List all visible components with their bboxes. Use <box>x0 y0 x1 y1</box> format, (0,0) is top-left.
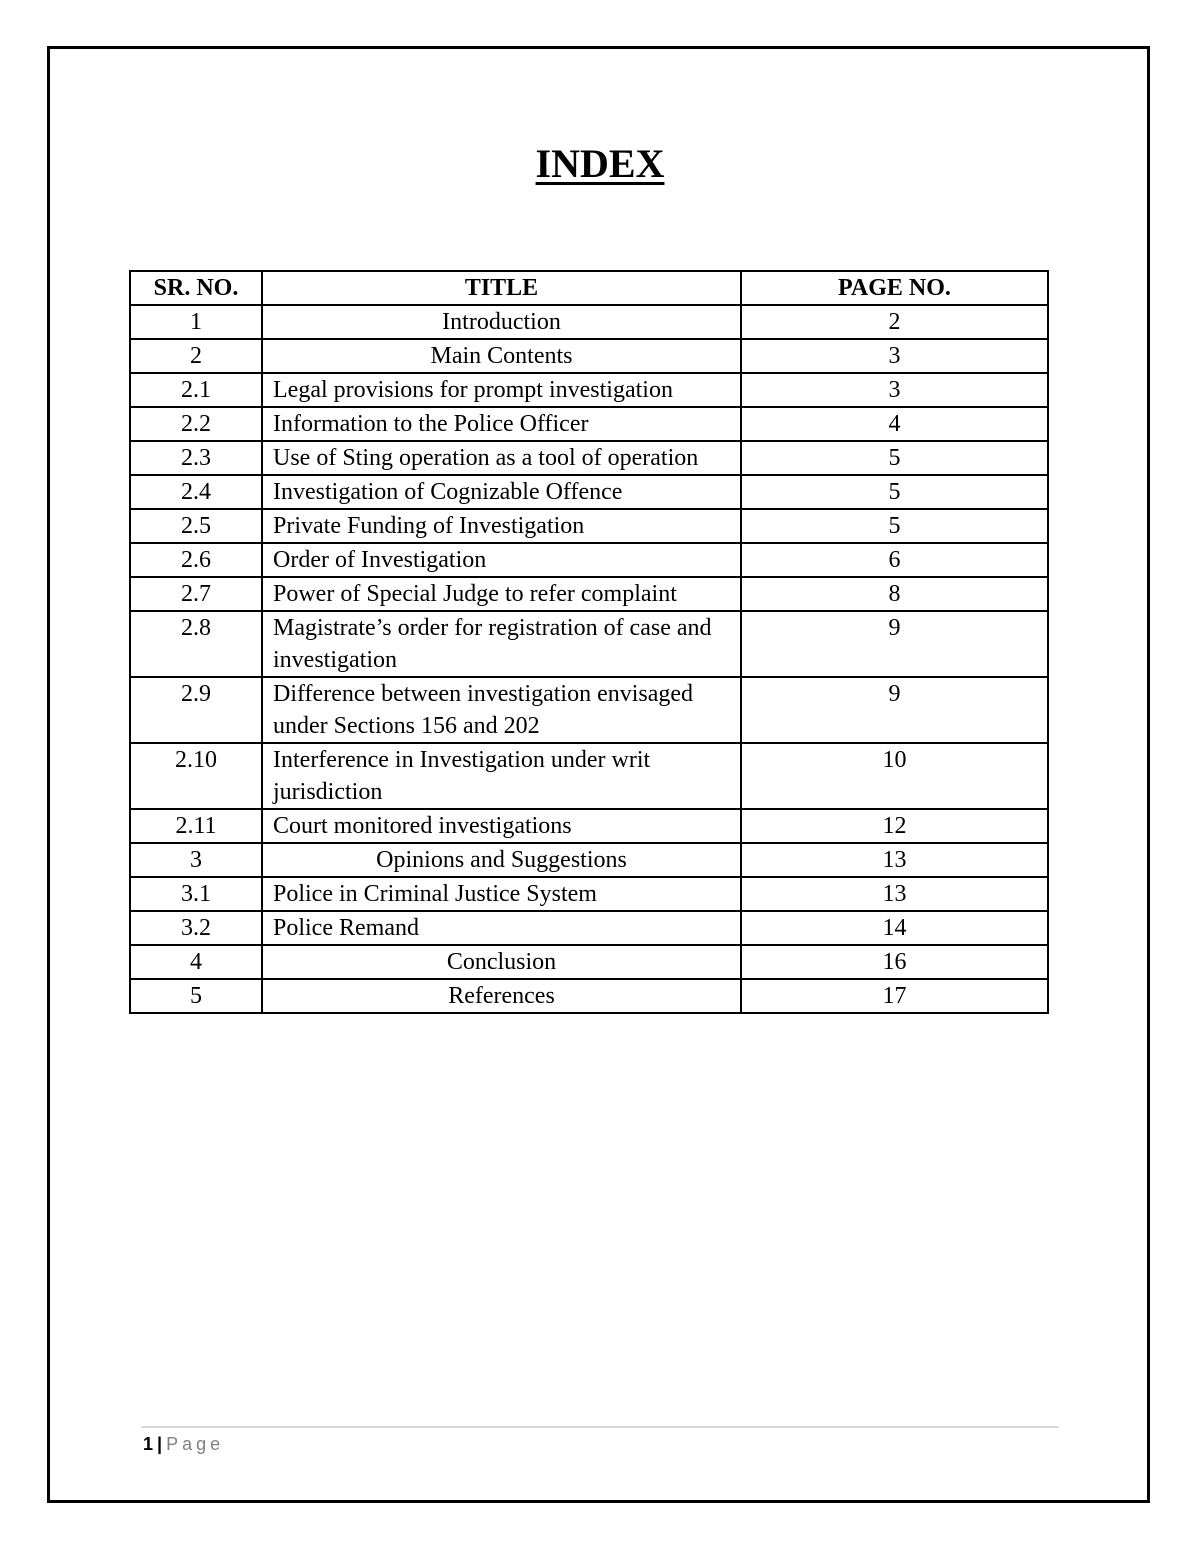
table-row <box>130 877 1048 911</box>
title-cell: Difference between investigation envisaged under Sections 156 and 202 <box>262 677 741 743</box>
page-no-cell: 17 <box>741 979 1048 1013</box>
sr-no-cell: 2.3 <box>130 441 262 475</box>
table-row <box>130 577 1048 611</box>
sr-no-cell: 3.2 <box>130 911 262 945</box>
title-cell: Use of Sting operation as a tool of operation <box>262 441 741 475</box>
table-row <box>130 945 1048 979</box>
sr-no-cell: 3.1 <box>130 877 262 911</box>
page-no-cell: 14 <box>741 911 1048 945</box>
title-cell: Introduction <box>262 305 741 339</box>
sr-no-cell: 2.10 <box>130 743 262 809</box>
page-no-cell: 13 <box>741 877 1048 911</box>
title-cell: Investigation of Cognizable Offence <box>262 475 741 509</box>
page-no-cell: 16 <box>741 945 1048 979</box>
table-row <box>130 407 1048 441</box>
title-cell: Private Funding of Investigation <box>262 509 741 543</box>
title-cell: Interference in Investigation under writ jurisdiction <box>262 743 741 809</box>
table-row <box>130 743 1048 809</box>
sr-no-cell: 3 <box>130 843 262 877</box>
title-cell: Police Remand <box>262 911 741 945</box>
sr-no-cell: 2.4 <box>130 475 262 509</box>
header-sr-no: SR. NO. <box>130 271 262 305</box>
page-no-cell: 6 <box>741 543 1048 577</box>
title-cell: Legal provisions for prompt investigation <box>262 373 741 407</box>
title-cell: Conclusion <box>262 945 741 979</box>
table-row <box>130 441 1048 475</box>
table-row <box>130 911 1048 945</box>
header-title: TITLE <box>262 271 741 305</box>
table-row <box>130 475 1048 509</box>
page-no-cell: 5 <box>741 509 1048 543</box>
page-no-cell: 2 <box>741 305 1048 339</box>
table-row <box>130 843 1048 877</box>
title-cell: Opinions and Suggestions <box>262 843 741 877</box>
page-no-cell: 13 <box>741 843 1048 877</box>
index-table <box>129 270 1049 1014</box>
page-no-cell: 5 <box>741 475 1048 509</box>
table-row <box>130 305 1048 339</box>
title-cell: Information to the Police Officer <box>262 407 741 441</box>
page-no-cell: 4 <box>741 407 1048 441</box>
footer-divider <box>141 1426 1059 1428</box>
page-title: INDEX <box>535 141 665 186</box>
index-table-body <box>130 305 1048 1013</box>
footer-page-label: Page <box>166 1434 225 1454</box>
title-cell: Court monitored investigations <box>262 809 741 843</box>
page-no-cell: 5 <box>741 441 1048 475</box>
page-no-cell: 8 <box>741 577 1048 611</box>
table-row <box>130 611 1048 677</box>
title-cell: Power of Special Judge to refer complaint <box>262 577 741 611</box>
page-no-cell: 9 <box>741 677 1048 743</box>
sr-no-cell: 2.6 <box>130 543 262 577</box>
sr-no-cell: 2.9 <box>130 677 262 743</box>
sr-no-cell: 4 <box>130 945 262 979</box>
table-header-row <box>130 271 1048 305</box>
table-row <box>130 509 1048 543</box>
table-row <box>130 809 1048 843</box>
page-no-cell: 3 <box>741 373 1048 407</box>
sr-no-cell: 2.7 <box>130 577 262 611</box>
table-row <box>130 543 1048 577</box>
sr-no-cell: 2.5 <box>130 509 262 543</box>
table-row <box>130 373 1048 407</box>
page-no-cell: 10 <box>741 743 1048 809</box>
table-row <box>130 339 1048 373</box>
sr-no-cell: 1 <box>130 305 262 339</box>
title-cell: Police in Criminal Justice System <box>262 877 741 911</box>
page-no-cell: 12 <box>741 809 1048 843</box>
table-row <box>130 677 1048 743</box>
page-no-cell: 9 <box>741 611 1048 677</box>
page-footer <box>143 1432 224 1456</box>
footer-separator: | <box>157 1434 163 1454</box>
sr-no-cell: 2.1 <box>130 373 262 407</box>
sr-no-cell: 2.11 <box>130 809 262 843</box>
sr-no-cell: 2 <box>130 339 262 373</box>
title-cell: Order of Investigation <box>262 543 741 577</box>
title-cell: Main Contents <box>262 339 741 373</box>
title-cell: References <box>262 979 741 1013</box>
sr-no-cell: 2.8 <box>130 611 262 677</box>
header-page-no: PAGE NO. <box>741 271 1048 305</box>
sr-no-cell: 2.2 <box>130 407 262 441</box>
title-cell: Magistrate’s order for registration of case and investigation <box>262 611 741 677</box>
table-row <box>130 979 1048 1013</box>
page-no-cell: 3 <box>741 339 1048 373</box>
footer-page-number: 1 <box>143 1434 154 1454</box>
sr-no-cell: 5 <box>130 979 262 1013</box>
